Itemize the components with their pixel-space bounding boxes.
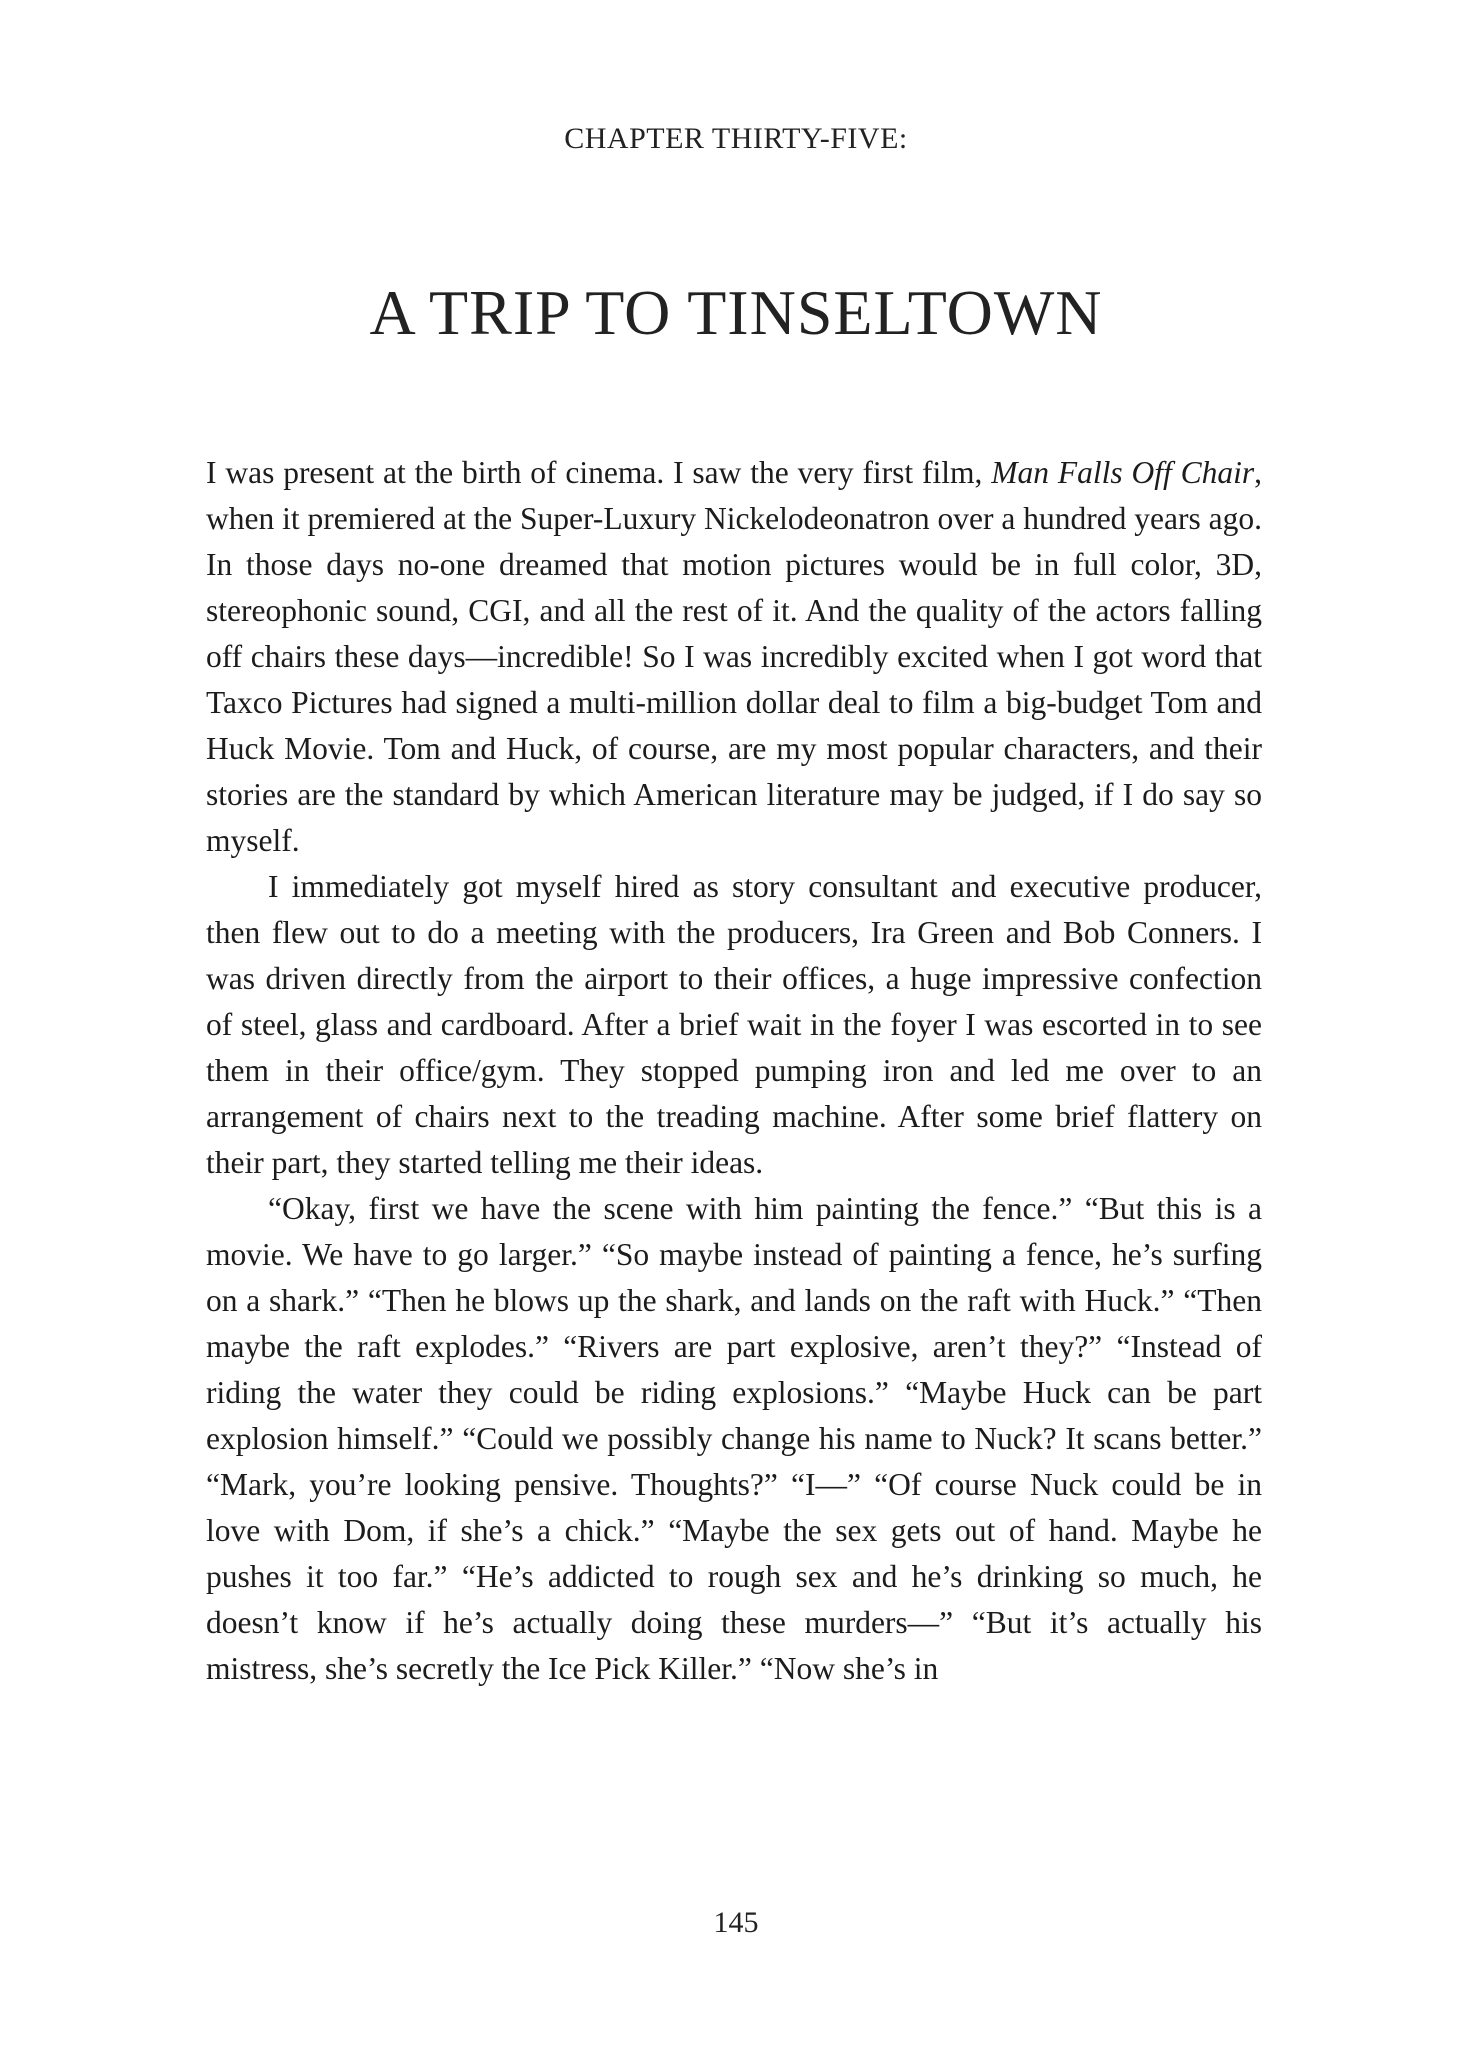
paragraph-2: I immediately got myself hired as story consultant and executive producer, then flew out to do a meeting with the producers, Ira Green and Bob Conners. I was driven directly from the airport to their offices, a huge impressive confection of steel, glass and cardboard. After a brief wait in the foyer I was escorted in to see them in their office/gym. They stopped pumping iron and led me over to an arrangement of chairs next to the treading machine. After some brief flattery on their part, they started telling me their ideas. — [206, 869, 1262, 1180]
page-number: 145 — [713, 1906, 759, 1939]
chapter-title: A TRIP TO TINSELTOWN — [369, 277, 1103, 348]
chapter-label: CHAPTER THIRTY-FIVE: — [564, 122, 908, 155]
paragraph-1-rest: , when it premiered at the Super-Luxury Nickelodeonatron over a hundred years ago. In those days no-one dreamed that motion pictures would be in full color, 3D, stereophonic sound, CGI, and all the rest of it. And the quality of the actors falling off chairs these days—incredible! So I was incredibly excited when I got word that Taxco Pictures had signed a multi-million dollar deal to film a big-budget Tom and Huck Movie. Tom and Huck, of course, are my most popular characters, and their stories are the standard by which American literature may be judged, if I do say so myself. — [206, 455, 1262, 858]
paragraph-1-intro: I was present at the birth of cinema. I saw the very first film, — [206, 455, 992, 490]
paragraph-1 — [206, 450, 1262, 864]
paragraph-3: “Okay, first we have the scene with him painting the fence.” “But this is a movie. We have to go larger.” “So maybe instead of painting a fence, he’s surfing on a shark.” “Then he blows up the shark, and lands on the raft with Huck.” “Then maybe the raft explodes.” “Rivers are part explosive, aren’t they?” “Instead of riding the water they could be riding explosions.” “Maybe Huck can be part explosion himself.” “Could we possibly change his name to Nuck? It scans better.” “Mark, you’re looking pensive. Thoughts?” “I—” “Of course Nuck could be in love with Dom, if she’s a chick.” “Maybe the sex gets out of hand. Maybe he pushes it too far.” “He’s addicted to rough sex and he’s drinking so much, he doesn’t know if he’s actually doing these murders—” “But it’s actually his mistress, she’s secretly the Ice Pick Killer.” “Now she’s in — [206, 1191, 1262, 1686]
film-title: Man Falls Off Chair — [991, 455, 1255, 490]
body-text — [206, 450, 1262, 1692]
